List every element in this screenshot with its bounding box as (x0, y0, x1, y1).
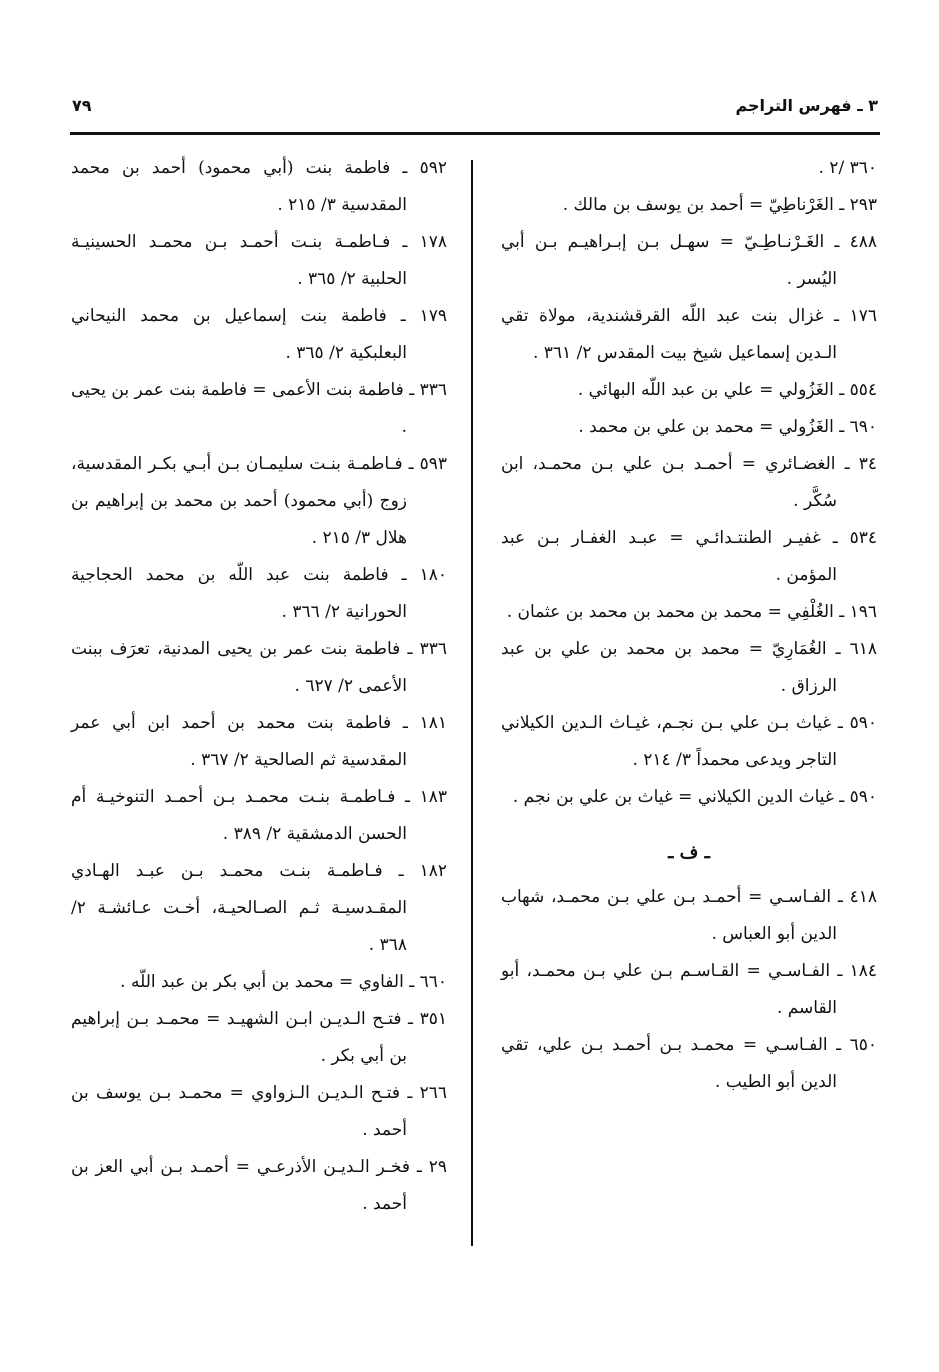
index-entry: ٣٣٦ ـ فاطمة بنت الأعمى = فاطمة بنت عمر بن يحيى . (71, 380, 447, 437)
left-column (71, 150, 447, 1223)
index-entry: ١٧٩ ـ فاطمة بنت إسماعيل بن محمد النيحاني البعلبكية ٢/ ٣٦٥ . (71, 306, 447, 363)
index-entry: ١٧٦ ـ غزال بنت عبد اللّه القرقشندية، مولاة تقي الـدين إسماعيل شيخ بيت المقدس ٢/ ٣٦١ . (501, 306, 877, 363)
index-entry: ١٧٨ ـ فـاطمـة بنـت أحمـد بـن محمـد الحسينيـة الحلبية ٢/ ٣٦٥ . (71, 232, 447, 289)
index-entry: ٥٩٣ ـ فـاطمـة بنـت سليمـان بـن أبـي بكـر المقدسية، زوج (أبي محمود) أحمد بن محمد بن إبراهيم بن هلال ٣/ ٢١٥ . (71, 454, 447, 548)
index-entry: ٦٥٠ ـ الفـاسـي = محمـد بـن أحمـد بـن علي، تقي الدين أبو الطيب . (501, 1035, 877, 1092)
index-entry: ٣٤ ـ الغضـائري = أحمـد بـن علي بـن محمـد، ابن سُكَّر . (501, 454, 877, 511)
index-entry: ٤٨٨ ـ الغَـرْنـاطِـيّ = سهـل بـن إبـراهيـم بـن أبي اليُسر . (501, 232, 877, 289)
index-entry: ٥٥٤ ـ الغَزُولي = علي بن عبد اللّه البهائي . (577, 380, 877, 400)
index-entry: ٦٦٠ ـ الفاوي = محمد بن أبي بكر بن عبد اللّه . (120, 972, 447, 992)
index-entry: ٢٩ ـ فخـر الـديـن الأذرعـي = أحمـد بـن أبي العز بن أحمد . (71, 1157, 447, 1214)
index-entry: ١٨٣ ـ فـاطمـة بنـت محمـد بـن أحمـد التنوخيـة أم الحسن الدمشقية ٢/ ٣٨٩ . (71, 787, 447, 844)
index-entry: ١٨٤ ـ الفـاسـي = القـاسـم بـن علي بـن محمـد، أبو القاسم . (501, 961, 877, 1018)
index-entry: ١٩٦ ـ الغُلْفِي = محمد بن محمد بن محمد بن عثمان . (506, 602, 877, 622)
index-entry: ١٨١ ـ فاطمة بنت محمد بن أحمد ابن أبي عمر المقدسية ثم الصالحية ٢/ ٣٦٧ . (71, 713, 447, 770)
index-entry: ٥٩٢ ـ فاطمة بنت (أبي محمود) أحمد بن محمد المقدسية ٣/ ٢١٥ . (71, 158, 447, 215)
index-entry: ٣٥١ ـ فتـح الـديـن ابـن الشهيـد = محمـد بـن إبراهيم بن أبي بكر . (71, 1009, 447, 1066)
index-entry: ٣٣٦ ـ فاطمة بنت عمر بن يحيى المدنية، تعرَف ببنت الأعمى ٢/ ٦٢٧ . (71, 639, 447, 696)
index-entry: ٣٦٠ /٢ . (818, 158, 877, 178)
index-entry: ١٨٢ ـ فـاطمـة بنـت محمـد بـن عبـد الهـادي المقـدسيـة ثـم الصـالحيـة، أخـت عـائشـة ٢/ ٣٦٨ . (71, 861, 447, 955)
index-entry: ٦١٨ ـ الغُمَارِيّ = محمد بن محمد بن علي بن عبد الرزاق . (501, 639, 877, 696)
index-entry: ٦٩٠ ـ الغَزُولي = محمد بن علي بن محمد . (578, 417, 877, 437)
index-entry: ٥٣٤ ـ غفيـر الطنتـدائـي = عبـد الغفـار بـن عبد المؤمن . (501, 528, 877, 585)
section-title: ٣ ـ فهرس التراجم (735, 96, 878, 115)
page-number: ٧٩ (72, 96, 92, 115)
index-entry: ٥٩٠ ـ غياث الدين الكيلاني = غياث بن علي بن نجم . (512, 787, 877, 807)
page-header (72, 96, 878, 130)
index-entry: ١٨٠ ـ فاطمة بنت عبد اللّه بن محمد الحجاجية الحورانية ٢/ ٣٦٦ . (71, 565, 447, 622)
header-rule (70, 132, 880, 135)
index-entry: ٥٩٠ ـ غياث بـن علي بـن نجـم، غيـاث الـدين الكيلاني التاجر ويدعى محمداً ٣/ ٢١٤ . (501, 713, 877, 770)
index-entry: ٢٩٣ ـ الغَرْناطِيّ = أحمد بن يوسف بن مالك . (562, 195, 877, 215)
index-entry: ٢٦٦ ـ فتـح الـديـن الـزواوي = محمـد بـن يوسف بن أحمد . (71, 1083, 447, 1140)
column-divider (471, 160, 473, 1246)
right-column (501, 150, 877, 1101)
letter-heading: ـ ف ـ (668, 842, 710, 863)
index-entry: ٤١٨ ـ الفـاسـي = أحمـد بـن علي بـن محمـد، شهاب الدين أبو العباس . (501, 887, 877, 944)
